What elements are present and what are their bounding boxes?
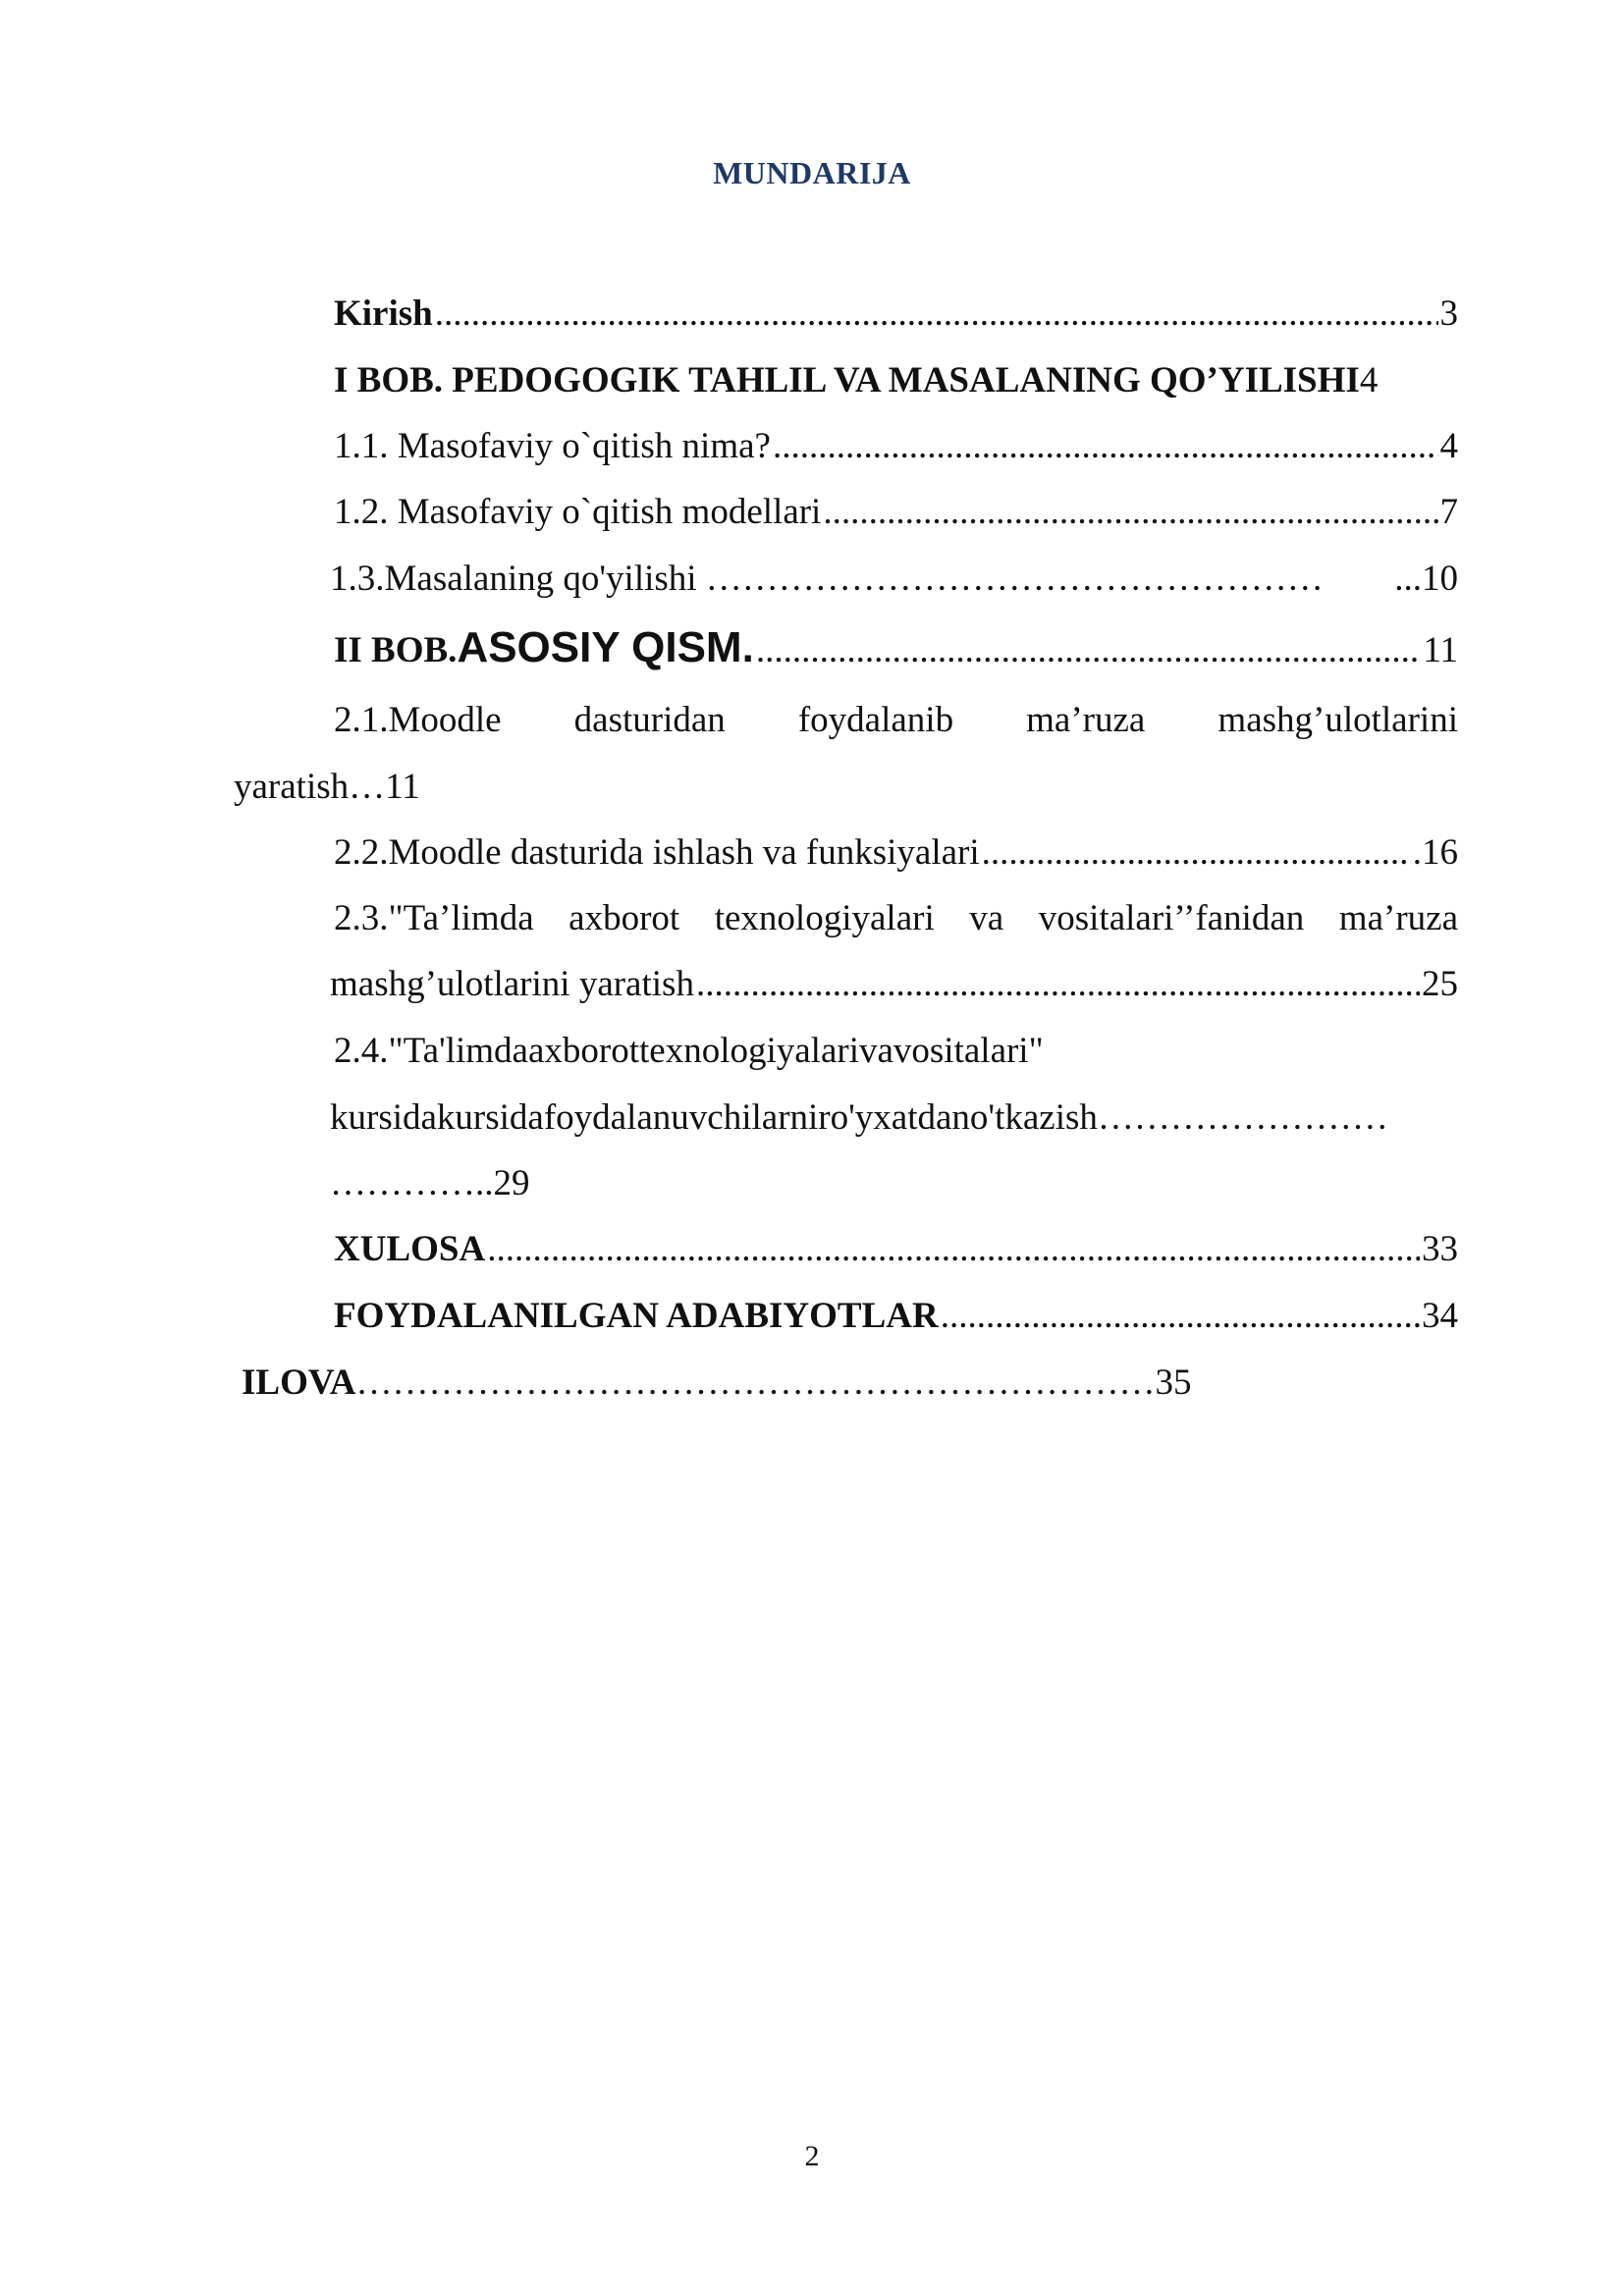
toc-entry-adabiyotlar [334,1295,1458,1338]
page-number: 2 [804,2140,820,2172]
toc-entry-ilova [242,1362,1192,1405]
toc-entry-page: 25 [1422,964,1458,1004]
toc-entry-page: 4 [1359,360,1379,400]
toc-entry-2-4-continued: kursidakursidafoydalanuvchilarniro'yxatdano'tkazish…………………… [330,1097,1388,1138]
toc-entry-page: 33 [1422,1229,1458,1269]
toc-word: ma’ruza [1026,700,1146,740]
toc-entry-1-1 [334,425,1458,468]
toc-leader-dots [823,491,1437,534]
toc-word: foydalanib [797,700,954,740]
toc-entry-page: 3 [1439,294,1458,334]
toc-entry-bob2 [334,623,1458,672]
toc-entry-1-2 [334,491,1458,534]
toc-word: axborot [568,898,680,938]
toc-entry-bob1 [334,359,1458,402]
toc-entry-label: Kirish [334,294,433,334]
toc-entry-page: 11 [1423,630,1458,670]
toc-word: ma’ruza [1338,898,1458,938]
toc-entry-label: FOYDALANILGAN ADABIYOTLAR [334,1296,939,1336]
toc-leader-dots [487,1228,1420,1271]
toc-entry-2-2 [334,831,1458,875]
toc-entry-2-3-continued [330,963,1458,1006]
toc-word: 2.3."Ta’limda [334,898,534,938]
toc-entry-page: ...10 [1394,559,1458,599]
toc-leader-dots [982,831,1411,875]
toc-entry-label: ILOVA [242,1362,356,1403]
toc-entry-1-3 [330,558,1458,601]
toc-leader-dots [696,963,1420,1006]
toc-entry-label: ASOSIY QISM. [457,623,754,671]
toc-leader-dots [941,1295,1420,1338]
toc-entry-label: 2.2.Moodle dasturida ishlash va funksiyalari [334,832,980,873]
toc-entry-label: 1.1. Masofaviy o`qitish nima? [334,426,771,466]
toc-entry-page: .16 [1412,832,1458,873]
toc-entry-page: 4 [1439,426,1458,466]
toc-entry-label: 1.2. Masofaviy o`qitish modellari [334,492,822,532]
toc-entry-2-3 [334,897,1458,940]
toc-leader-dots [435,293,1438,336]
toc-entry-kirish [334,293,1458,336]
toc-entry-xulosa [334,1228,1458,1271]
toc-leader-dots [756,629,1422,672]
toc-entry-label: XULOSA [334,1229,486,1269]
toc-word: vositalari’’fanidan [1038,898,1305,938]
toc-word: mashg’ulotlarini [1218,700,1458,740]
toc-entry-label-prefix: II BOB. [334,630,458,670]
toc-word: 2.1.Moodle [334,700,502,740]
toc-entry-label: mashg’ulotlarini yaratish [330,964,694,1004]
toc-entry-label: 1.3.Masalaning qo'yilishi …………………………………………… [330,559,1324,599]
toc-entry-label: I BOB. PEDOGOGIK TAHLIL VA MASALANING QO’YILISHI [334,360,1360,400]
toc-leader-dots [773,425,1438,468]
toc-entry-2-1 [334,699,1458,742]
toc-word: dasturidan [573,700,726,740]
toc-word: va [969,898,1004,938]
toc-entry-2-1-continued: yaratish…11 [234,767,420,807]
toc-entry-page: 7 [1439,492,1458,532]
toc-entry-page: 34 [1422,1296,1458,1336]
toc-entry-2-4-page: …………..29 [330,1163,530,1203]
toc-entry-page: …………………………………………………………35 [355,1362,1192,1403]
page-title: MUNDARIJA [713,155,911,190]
toc-word: texnologiyalari [714,898,935,938]
toc-entry-2-4: 2.4."Ta'limdaaxborottexnologiyalarivavositalari" [334,1031,1044,1071]
